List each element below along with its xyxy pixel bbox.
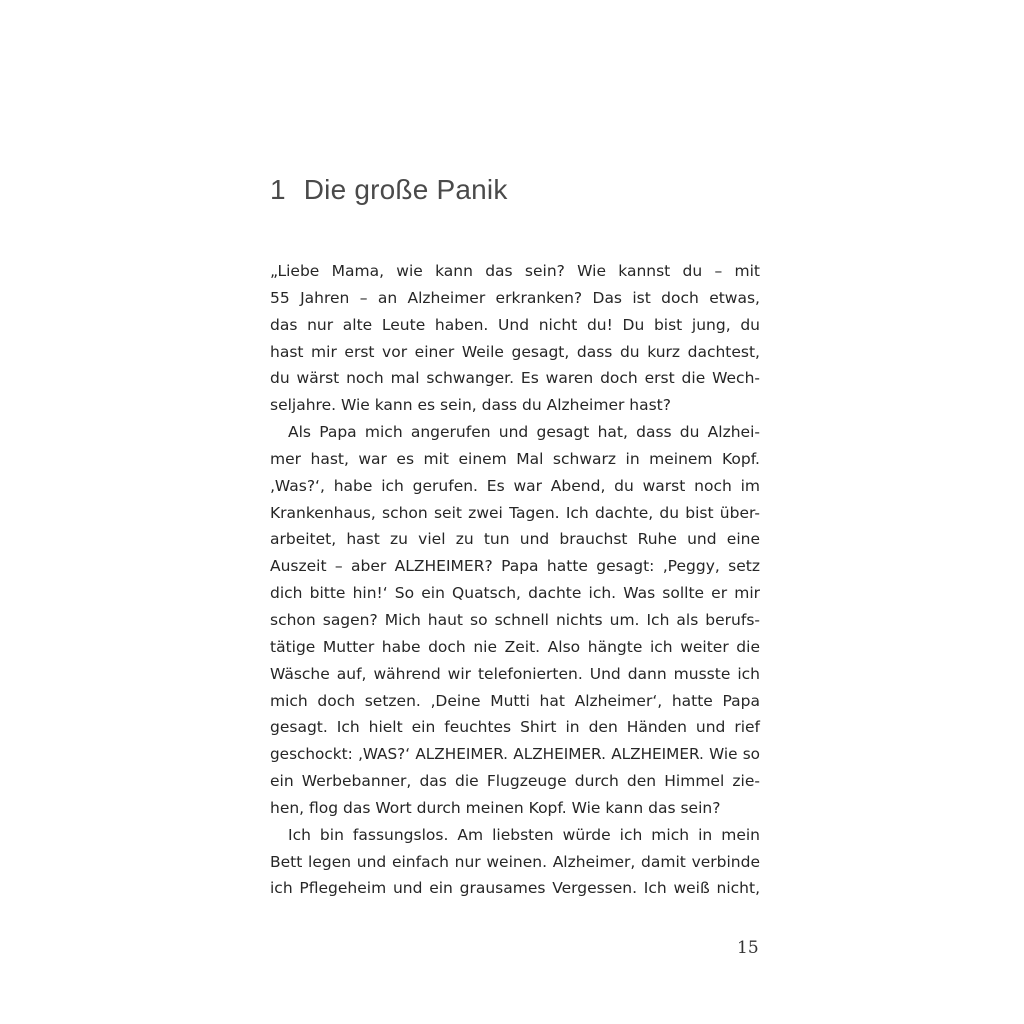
text-line: gesagt. Ich hielt ein feuchtes Shirt in den Händen und rief	[270, 718, 760, 737]
text-line: arbeitet, hast zu viel zu tun und brauchst Ruhe und eine	[270, 530, 760, 549]
chapter-heading	[270, 174, 508, 206]
text-line: Bett legen und einfach nur weinen. Alzheimer, damit verbinde	[270, 852, 760, 871]
text-line: geschockt: ‚WAS?‘ ALZHEIMER. ALZHEIMER. ALZHEIMER. Wie so	[270, 745, 760, 764]
text-line: dich bitte hin!‘ So ein Quatsch, dachte ich. Was sollte er mir	[270, 584, 760, 603]
text-line: „Liebe Mama, wie kann das sein? Wie kannst du – mit	[270, 262, 760, 280]
text-line: Wäsche auf, während wir telefonierten. Und dann musste ich	[270, 664, 760, 683]
text-line: seljahre. Wie kann es sein, dass du Alzheimer hast?	[270, 396, 671, 415]
text-line: schon sagen? Mich haut so schnell nichts um. Ich als berufs-	[270, 610, 760, 629]
text-line: tätige Mutter habe doch nie Zeit. Also hängte ich weiter die	[270, 637, 760, 656]
text-line: das nur alte Leute haben. Und nicht du! Du bist jung, du	[270, 315, 760, 334]
chapter-title: Die große Panik	[303, 174, 508, 205]
text-line: ein Werbebanner, das die Flugzeuge durch den Himmel zie-	[270, 772, 760, 791]
text-line: hen, flog das Wort durch meinen Kopf. Wie kann das sein?	[270, 798, 721, 817]
chapter-number: 1	[270, 174, 286, 205]
text-line: ‚Was?‘, habe ich gerufen. Es war Abend, du warst noch im	[270, 476, 760, 495]
text-line: Als Papa mich angerufen und gesagt hat, dass du Alzhei-	[288, 423, 760, 442]
text-line: 55 Jahren – an Alzheimer erkranken? Das ist doch etwas,	[270, 288, 760, 307]
text-line: Ich bin fassungslos. Am liebsten würde ich mich in mein	[288, 825, 760, 844]
text-line: hast mir erst vor einer Weile gesagt, dass du kurz dachtest,	[270, 342, 760, 361]
text-line: mich doch setzen. ‚Deine Mutti hat Alzheimer‘, hatte Papa	[270, 691, 760, 710]
text-line: du wärst noch mal schwanger. Es waren doch erst die Wech-	[270, 369, 760, 388]
page-number: 15	[737, 938, 759, 958]
text-line: Krankenhaus, schon seit zwei Tagen. Ich dachte, du bist über-	[270, 503, 760, 522]
text-line: mer hast, war es mit einem Mal schwarz in meinem Kopf.	[270, 449, 760, 468]
body-text	[270, 258, 760, 902]
text-line: ich Pflegeheim und ein grausames Vergessen. Ich weiß nicht,	[270, 879, 760, 898]
text-line: Auszeit – aber ALZHEIMER? Papa hatte gesagt: ‚Peggy, setz	[270, 557, 760, 576]
